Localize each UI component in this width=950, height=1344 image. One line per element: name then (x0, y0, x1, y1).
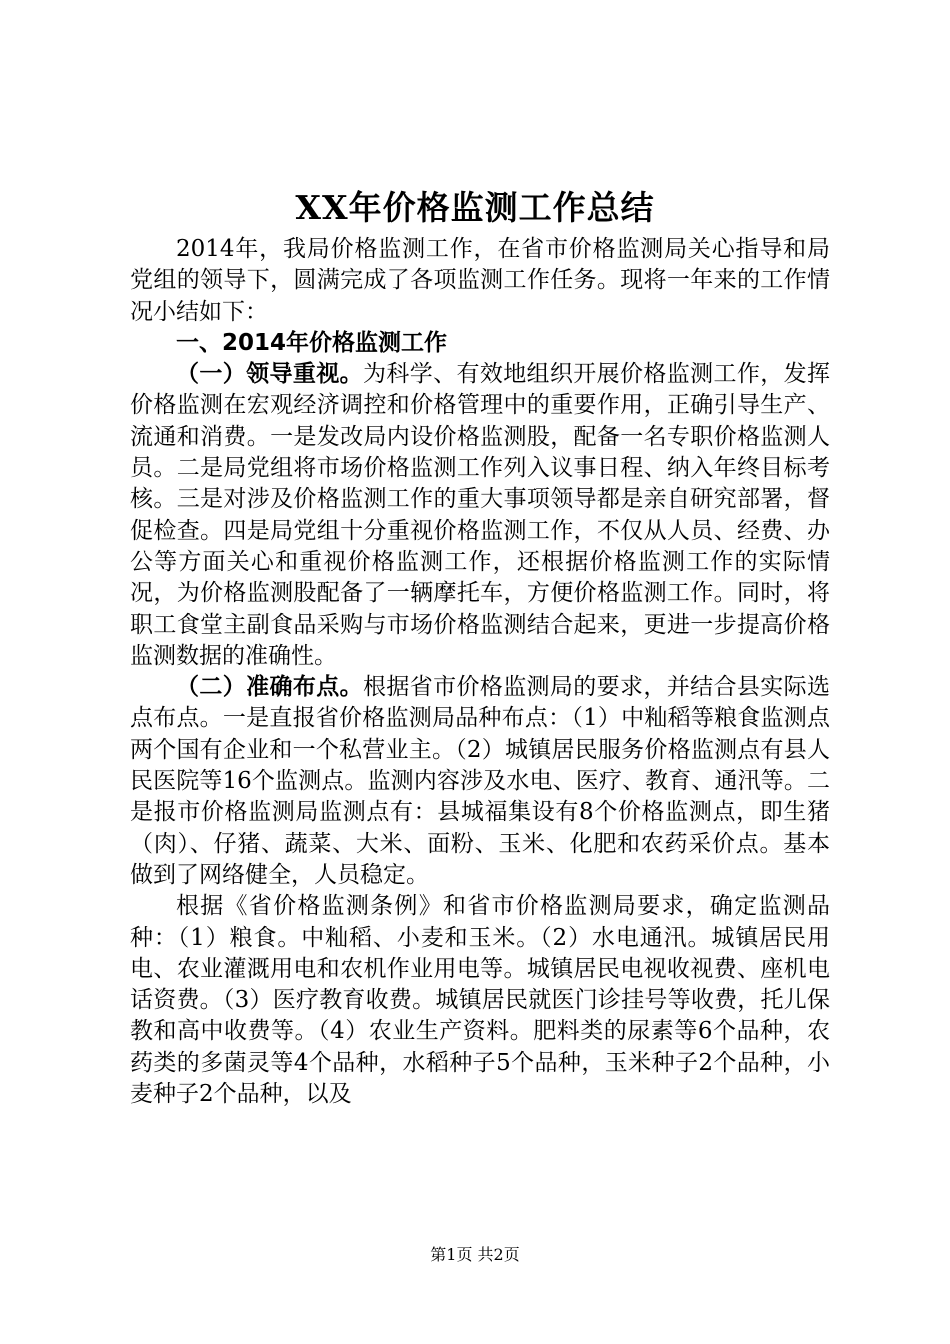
subsection-1-text: 为科学、有效地组织开展价格监测工作，发挥价格监测在宏观经济调控和价格管理中的重要作用，正确引导生产、流通和消费。一是发改局内设价格监测股，配备一名专职价格监测人员。二是局党组将市场价格监测工作列入议事日程、纳入年终目标考核。三是对涉及价格监测工作的重大事项领导都是亲自研究部署，督促检查。四是局党组十分重视价格监测工作，不仅从人员、经费、办公等方面关心和重视价格监测工作，还根据价格监测工作的实际情况，为价格监测股配备了一辆摩托车，方便价格监测工作。同时，将职工食堂主副食品采购与市场价格监测结合起来，更进一步提高价格监测数据的准确性。 (130, 361, 831, 669)
section-heading-1: 一、2014年价格监测工作 (176, 329, 448, 356)
subsection-2-text: 根据省市价格监测局的要求，并结合县实际选点布点。一是直报省价格监测局品种布点：（1）中籼稻等粮食监测点两个国有企业和一个私营业主。（2）城镇居民服务价格监测点有县人民医院等16个监测点。监测内容涉及水电、医疗、教育、通汛等。二是报市价格监测局监测点有：县城福集设有8个价格监测点，即生猪（肉）、仔猪、蔬菜、大米、面粉、玉米、化肥和农药采价点。基本做到了网络健全，人员稳定。 (130, 674, 831, 888)
page-footer: 第1页 共2页 (430, 1245, 520, 1264)
document-title: XX年价格监测工作总结 (295, 188, 655, 227)
document-body (130, 234, 830, 1110)
subsection-1-heading: （一）领导重视。 (176, 361, 363, 388)
monitoring-items-paragraph: 根据《省价格监测条例》和省市价格监测局要求，确定监测品种：（1）粮食。中籼稻、小麦和玉米。（2）水电通汛。城镇居民用电、农业灌溉用电和农机作业用电等。城镇居民电视收视费、座机电话资费。（3）医疗教育收费。城镇居民就医门诊挂号等收费，托儿保教和高中收费等。（4）农业生产资料。肥料类的尿素等6个品种，农药类的多菌灵等4个品种，水稻种子5个品种，玉米种子2个品种，小麦种子2个品种，以及 (130, 893, 830, 1108)
intro-paragraph: 2014年，我局价格监测工作，在省市价格监测局关心指导和局党组的领导下，圆满完成了各项监测工作任务。现将一年来的工作情况小结如下： (130, 236, 830, 325)
subsection-2-heading: （二）准确布点。 (176, 674, 363, 701)
subsection-1-paragraph (130, 359, 830, 672)
subsection-2-paragraph (130, 672, 830, 891)
